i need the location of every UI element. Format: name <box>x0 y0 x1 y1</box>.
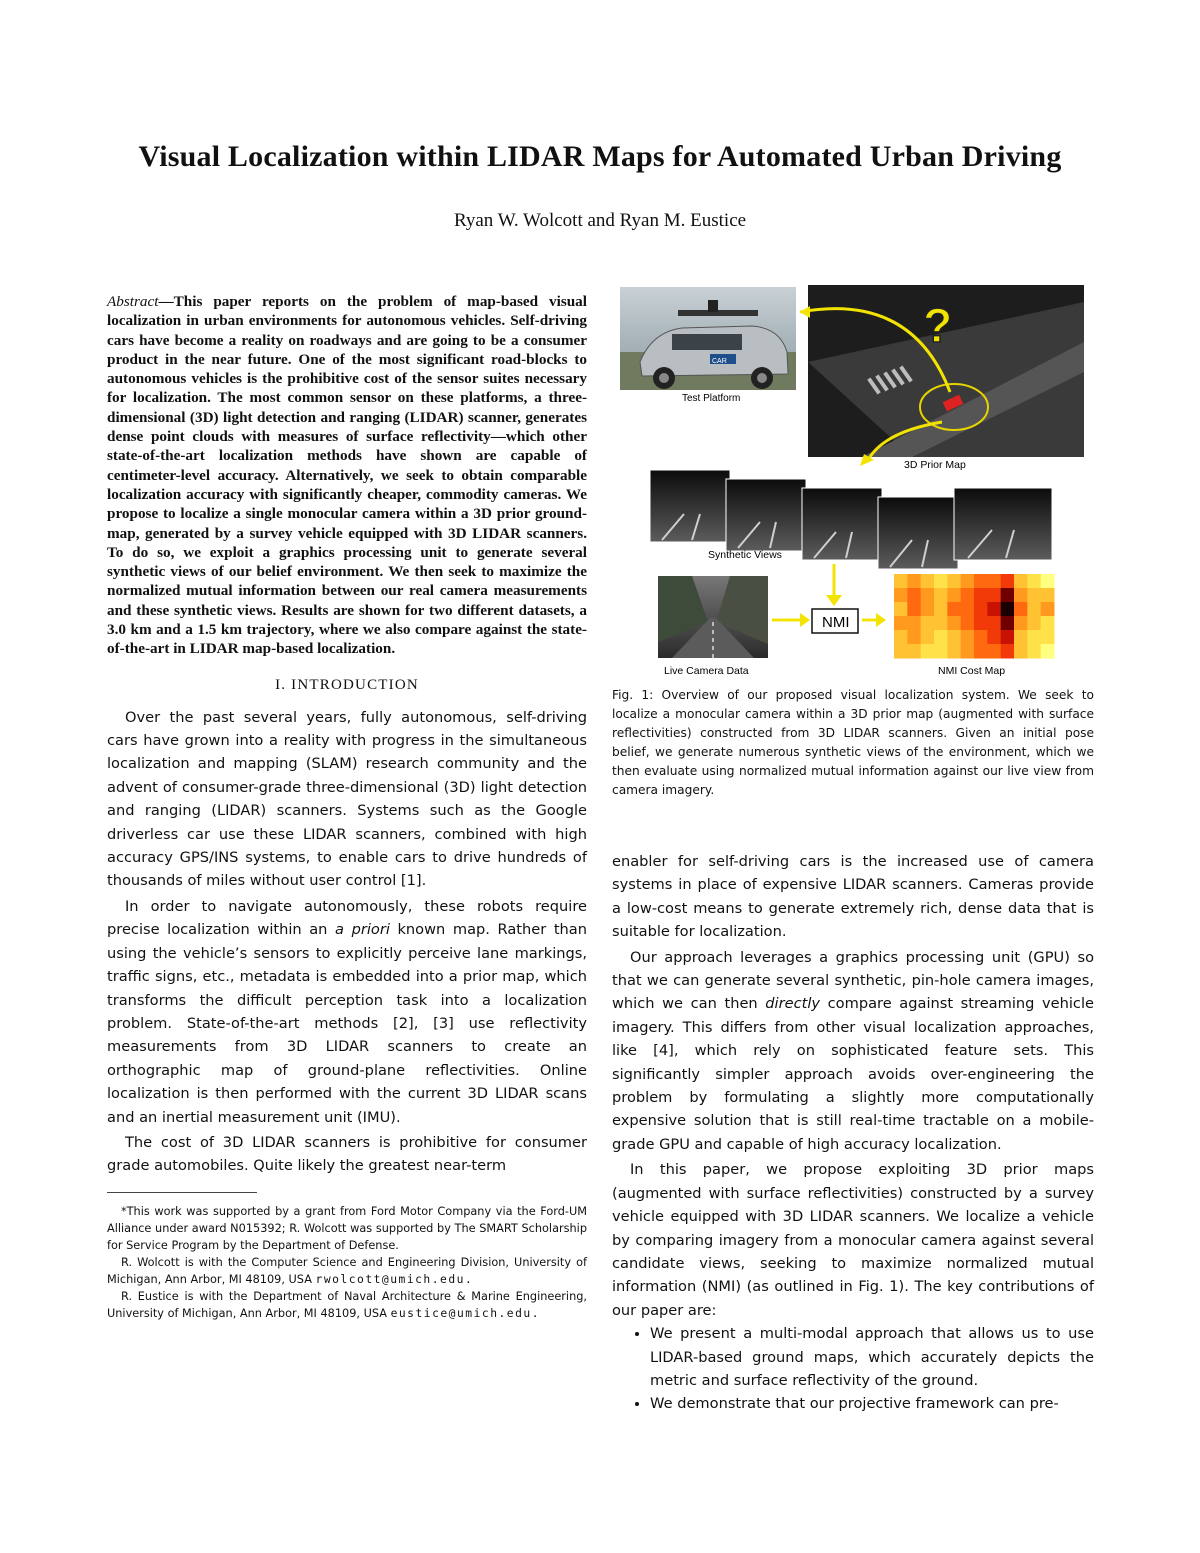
heatmap-cell <box>961 574 975 589</box>
footnote-eustice-text: R. Eustice is with the Department of Naval Architecture & Marine Engineering, University of Michigan, Ann Arbor, MI 48109, USA <box>107 1289 587 1320</box>
nmi-cost-map <box>894 574 1055 659</box>
heatmap-cell <box>1041 602 1055 617</box>
heatmap-cell <box>1001 616 1015 631</box>
right-p2-emphasis: directly <box>765 995 821 1013</box>
heatmap-cell <box>1001 630 1015 645</box>
heatmap-cell <box>894 644 908 659</box>
heatmap-cell <box>1014 574 1028 589</box>
heatmap-cell <box>894 602 908 617</box>
paper-title: Visual Localization within LIDAR Maps for Automated Urban Driving <box>138 140 1062 173</box>
right-paragraph-1: enabler for self-driving cars is the increased use of camera systems in place of expensive LIDAR scanners. Cameras provide a low-cost means to generate extremely rich, dense data that is suitable for localization. <box>612 853 1094 941</box>
contribution-item: • We demonstrate that our projective framework can pre- <box>650 1392 1094 1415</box>
intro-paragraph-1: Over the past several years, fully autonomous, self-driving cars have grown into a reality with progress in the simultaneous localization and mapping (SLAM) research community and the advent of consumer-grade three-dimensional (3D) light detection and ranging (LIDAR) scanners. Systems such as the Google driverless car use these LIDAR scanners, combined with high accuracy GPS/INS systems, to enable cars to drive hundreds of thousands of miles without user control [1]. <box>107 708 587 890</box>
heatmap-cell <box>1041 574 1055 589</box>
label-prior-map: 3D Prior Map <box>904 459 966 471</box>
heatmap-cell <box>907 644 921 659</box>
label-nmi-cost-map: NMI Cost Map <box>938 665 1006 677</box>
heatmap-cell <box>907 588 921 603</box>
heatmap-cell <box>987 574 1001 589</box>
heatmap-cell <box>947 630 961 645</box>
heatmap-cell <box>1041 588 1055 603</box>
heatmap-cell <box>1001 574 1015 589</box>
heatmap-cell <box>974 644 988 659</box>
figure-1 <box>612 282 1094 682</box>
heatmap-cell <box>921 588 935 603</box>
heatmap-cell <box>894 588 908 603</box>
heatmap-cell <box>987 602 1001 617</box>
heatmap-cell <box>1027 616 1041 631</box>
nmi-box-label: NMI <box>822 614 850 631</box>
right-p2-text-b: compare against streaming vehicle imagery. This differs from other visual localization approaches, like [4], which rely on sophisticated feature sets. This significantly simpler approach avoids over-engineering the problem by formulating a slightly more computationally expensive solution that is still real-time tractable on a mobile-grade GPU and capable of high accuracy localization. <box>612 995 1094 1153</box>
footnote-wolcott-text: R. Wolcott is with the Computer Science and Engineering Division, University of Michigan, Ann Arbor, MI 48109, USA <box>107 1255 587 1286</box>
right-column <box>612 850 1094 1416</box>
intro-p2-emphasis: a priori <box>335 921 390 939</box>
heatmap-cell <box>907 602 921 617</box>
right-paragraph-3: In this paper, we propose exploiting 3D prior maps (augmented with surface reflectivities) constructed by a survey vehicle equipped with 3D LIDAR scanners. We localize a vehicle by comparing imagery from a monocular camera against several candidate views, seeking to maximize normalized mutual information (NMI) (as outlined in Fig. 1). The key contributions of our paper are: <box>612 1161 1094 1319</box>
left-column <box>107 292 587 1322</box>
heatmap-cell <box>907 616 921 631</box>
heatmap-cell <box>974 630 988 645</box>
abstract-body: —This paper reports on the problem of map-based visual localization in urban environments for autonomous vehicles. Self-driving cars have become a reality on roadways and are going to be a consumer product in the near future. One of the most significant road-blocks to autonomous vehicles is the prohibitive cost of the sensor suites necessary for localization. The most common sensor on these platforms, a three-dimensional (3D) light detection and ranging (LIDAR) scanner, generates dense point clouds with measures of surface reflectivity—which other state-of-the-art localization methods have shown are capable of centimeter-level accuracy. Alternatively, we seek to obtain comparable localization accuracy with significantly cheaper, commodity cameras. We propose to localize a single monocular camera within a 3D prior ground-map, generated by a survey vehicle equipped with 3D LIDAR scanners. To do so, we exploit a graphics processing unit to generate several synthetic views of our belief environment. We then seek to maximize the normalized mutual information between our real camera measurements and these synthetic views. Results are shown for two different datasets, a 3.0 km and a 1.5 km trajectory, where we also compare against the state-of-the-art in LIDAR map-based localization. <box>107 293 587 658</box>
heatmap-cell <box>921 574 935 589</box>
heatmap-cell <box>1001 588 1015 603</box>
heatmap-cell <box>961 644 975 659</box>
label-live-camera: Live Camera Data <box>664 665 749 677</box>
heatmap-cell <box>947 644 961 659</box>
heatmap-cell <box>947 588 961 603</box>
arrow-head-live <box>800 613 810 627</box>
heatmap-cell <box>934 602 948 617</box>
heatmap-cell <box>1014 616 1028 631</box>
contribution-item: • We present a multi-modal approach that allows us to use LIDAR-based ground maps, which accurately depicts the metric and surface reflectivity of the ground. <box>650 1322 1094 1392</box>
label-synthetic-views: Synthetic Views <box>708 549 782 561</box>
footnote-wolcott <box>107 1254 587 1288</box>
heatmap-cell <box>907 574 921 589</box>
heatmap-cell <box>961 630 975 645</box>
arrow-head-cost <box>876 613 886 627</box>
heatmap-cell <box>1041 630 1055 645</box>
heatmap-cell <box>947 602 961 617</box>
heatmap-cell <box>974 588 988 603</box>
heatmap-cell <box>1001 602 1015 617</box>
heatmap-cell <box>1027 630 1041 645</box>
heatmap-cell <box>907 630 921 645</box>
right-paragraph-2 <box>612 946 1094 1157</box>
footnote-eustice <box>107 1288 587 1322</box>
abstract-lead: Abstract <box>107 293 159 310</box>
heatmap-cell <box>974 616 988 631</box>
paper-authors: Ryan W. Wolcott and Ryan M. Eustice <box>453 210 747 231</box>
right-p2-text-a: Our approach leverages a graphics processing unit (GPU) so that we can generate several synthetic, pin-hole camera images, which we can then <box>612 948 1094 1013</box>
heatmap-cell <box>1014 630 1028 645</box>
heatmap-cell <box>934 630 948 645</box>
heatmap-cell <box>987 630 1001 645</box>
heatmap-cell <box>974 602 988 617</box>
heatmap-cell <box>894 616 908 631</box>
test-platform-photo <box>620 287 796 390</box>
heatmap-cell <box>921 602 935 617</box>
footnotes <box>107 1203 587 1322</box>
footnote-rule <box>107 1192 257 1193</box>
heatmap-cell <box>1027 644 1041 659</box>
heatmap-cell <box>894 574 908 589</box>
section-heading-introduction: I. INTRODUCTION <box>275 676 419 693</box>
question-mark: ? <box>923 300 953 353</box>
heatmap-cell <box>1041 616 1055 631</box>
arrow-head-platform <box>800 306 810 318</box>
heatmap-cell <box>961 602 975 617</box>
heatmap-cell <box>1014 644 1028 659</box>
heatmap-cell <box>934 616 948 631</box>
heatmap-cell <box>947 616 961 631</box>
heatmap-cell <box>1041 644 1055 659</box>
heatmap-cell <box>987 588 1001 603</box>
heatmap-cell <box>987 644 1001 659</box>
intro-paragraph-3: The cost of 3D LIDAR scanners is prohibitive for consumer grade automobiles. Quite likely the greatest near-term <box>107 1133 587 1175</box>
heatmap-cell <box>961 616 975 631</box>
heatmap-cell <box>1001 644 1015 659</box>
heatmap-cell <box>987 616 1001 631</box>
heatmap-cell <box>921 630 935 645</box>
arrow-head-nmi-down <box>826 595 842 606</box>
heatmap-cell <box>961 588 975 603</box>
footnote-funding: *This work was supported by a grant from Ford Motor Company via the Ford-UM Alliance under award N015392; R. Wolcott was supported by The SMART Scholarship for Service Program by the Department of Defense. <box>107 1204 587 1252</box>
abstract <box>107 292 587 659</box>
intro-p2-text-a: In order to navigate autonomously, these robots require precise localization within an <box>107 897 587 939</box>
heatmap-cell <box>974 574 988 589</box>
heatmap-cell <box>947 574 961 589</box>
heatmap-cell <box>921 644 935 659</box>
intro-p2-text-b: known map. Rather than using the vehicle’s sensors to explicitly perceive lane markings, traffic signs, etc., metadata is embedded into a prior map, which transforms the difficult perception task into a localization problem. State-of-the-art methods [2], [3] use reflectivity measurements from 3D LIDAR scanners to create an orthographic map of ground-plane reflectivities. Online localization is then performed with the current 3D LIDAR scans and an inertial measurement unit (IMU). <box>107 921 587 1126</box>
heatmap-cell <box>1027 574 1041 589</box>
live-camera-image <box>658 576 768 658</box>
heatmap-cell <box>1014 602 1028 617</box>
figure-1-caption: Fig. 1: Overview of our proposed visual localization system. We seek to localize a monocular camera within a 3D prior map (augmented with surface reflectivities) constructed from 3D LIDAR scanners. Given an initial pose belief, we generate numerous synthetic views of the environment, which we then evaluate using normalized mutual information against our live view from camera imagery. <box>612 688 1094 797</box>
heatmap-cell <box>1014 588 1028 603</box>
email-wolcott[interactable]: rwolcott@umich.edu. <box>315 1272 474 1286</box>
contributions-list <box>612 1322 1094 1416</box>
heatmap-cell <box>1027 602 1041 617</box>
email-eustice[interactable]: eustice@umich.edu. <box>390 1306 541 1320</box>
heatmap-cell <box>1027 588 1041 603</box>
heatmap-cell <box>934 644 948 659</box>
intro-paragraph-2 <box>107 895 587 1129</box>
label-test-platform: Test Platform <box>682 393 741 404</box>
heatmap-cell <box>894 630 908 645</box>
heatmap-cell <box>934 588 948 603</box>
figure-1-graphic <box>612 282 1094 682</box>
car-logo-text: CAR <box>712 358 727 365</box>
heatmap-cell <box>921 616 935 631</box>
heatmap-cell <box>934 574 948 589</box>
